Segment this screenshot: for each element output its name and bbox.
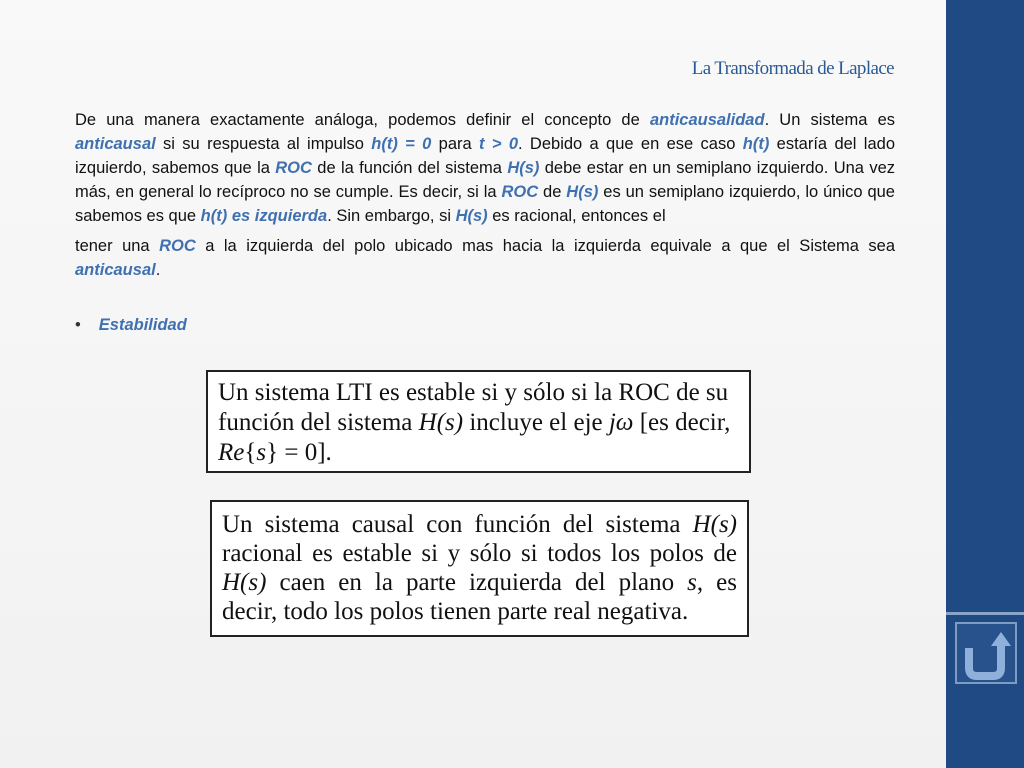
bullet-label: Estabilidad	[98, 316, 187, 334]
slide-title: La Transformada de Laplace	[691, 58, 894, 79]
bullet-marker: •	[75, 316, 81, 334]
body-paragraph: De una manera exactamente análoga, podemos definir el concepto de anticausalidad. Un sistema es anticausal si su respuesta al impulso h(t) = 0 para t > 0. Debido a que en ese caso h(t) estaría del lado izquierdo, sabemos que la ROC de la función del sistema H(s) debe estar en un semiplano izquierdo. Una vez más, en general lo recíproco no se cumple. Es decir, si la ROC de H(s) es un semiplano izquierdo, lo único que sabemos es que h(t) es izquierda. Sin embargo, si H(s) es racional, entonces el tener una ROC a la izquierda del polo ubicado mas hacia la izquierda equivale a que el Sistema sea anticausal.	[75, 111, 895, 279]
return-button[interactable]	[955, 622, 1017, 684]
sidebar-divider	[946, 612, 1024, 615]
return-u-turn-icon	[957, 624, 1015, 682]
bullet-estabilidad	[75, 316, 187, 335]
definition-box-lti: Un sistema LTI es estable si y sólo si la ROC de su función del sistema H(s) incluye el eje jω [es decir, Re{s} = 0].	[206, 370, 751, 473]
definition-box-causal: Un sistema causal con función del sistema H(s) racional es estable si y sólo si todos los polos de H(s) caen en la parte izquierda del plano s, es decir, todo los polos tienen parte real negativa.	[210, 500, 749, 637]
term-anticausalidad: anticausalidad	[649, 111, 765, 129]
